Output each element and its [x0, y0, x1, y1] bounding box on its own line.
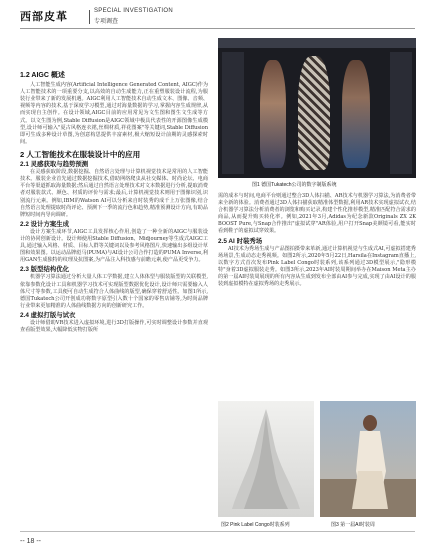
figure-3-caption: 图3 第一届AI时装周 — [331, 522, 375, 528]
subsection-heading-2-2: 2.2 设计方案生成 — [20, 220, 70, 228]
page-number: -- 18 -- — [20, 538, 41, 545]
paragraph: 机器学习算法通过分析大量人体工学数据,建立人体体型与服装版型的关联模型,依靠参数化设计工具和机器学习技术可实现版型数据优化设计,设计师只需要输入人体尺寸等参数,工具便可自动生成符合人体曲线的版型,确保穿着舒适性。如图1所示,德国Tukatech公司开创成功将数字原型引入数十个国家的零售店铺等,为时尚品牌行业带来更加精准的人体曲线数据方向的创新研究工作。 — [20, 274, 208, 309]
header-divider — [89, 10, 90, 24]
software-right-panel — [390, 52, 412, 174]
subsection-heading-2-3: 2.3 版型结构优化 — [20, 266, 70, 274]
floating-dress-graphic — [218, 401, 314, 517]
footer-rule — [20, 531, 415, 532]
avatar-figure-center — [298, 56, 330, 170]
page-header — [20, 6, 415, 28]
paragraph: 需的成本与时间,电商平台则通过整合3D人体扫描、AR技术与机器学习算法,为消费者带来全新的体验。消费者通过3D人体扫描获取精准体型数据,利用AR技术实现虚拟试衣,结合机器学习算法分析消费者的浏览和购买记录,构建个性化推荐模型,精准匹配符合需求的商品,从而提升购买转化率。例如,2021年3月,Adidas为纪念新款Originals ZX 2K BOOST Pure,与Snap合作推出"虚拟试穿"AR体验,用户打开Snap美颜镜可看,能实时看到鞋子的虚拟试穿效果。 — [218, 193, 416, 235]
figure-1-image — [218, 38, 416, 178]
runway-model-graphic — [320, 401, 416, 517]
magazine-logo: 西部皮革 — [20, 10, 68, 23]
section-name-en: SPECIAL INVESTIGATION — [94, 8, 173, 14]
subsection-heading-2-4: 2.4 虚拟打版与试衣 — [20, 311, 76, 319]
software-menu-bar — [218, 38, 416, 48]
figure-2-caption: 图2 Pink Label Congo时装系列 — [221, 522, 290, 528]
paragraph: 在灵感获取阶段,数据挖掘、自然语言处理与计算机视觉技术是常用的人工智能技术。服装企业首先通过数据挖掘技术,借助网络爬虫从社交媒体、时尚论坛、电商平台等渠道抓取海量数据;然后通过自然语言处理技术对文本数据进行分析,提取消费者对服装款式、颜色、材质的评价与需求;最后,计算机视觉技术则用于图像识别,识别流行元素。例如,IBM的Watson AI可以分析来自时装秀的成千上万张图像,结合自然语言处理提取时尚评论、预测下一季的流行色和趋势,精准预测设计方向,有助品牌短时间内导向调研。 — [20, 169, 208, 218]
figure-1-caption: 图1 德国Tukatech公司的数字制版系统 — [252, 182, 337, 188]
subsection-heading-2-5: 2.5 AI 时装秀场 — [218, 237, 263, 245]
software-left-panel — [222, 52, 244, 174]
subsection-heading-2-1: 2.1 灵感获取与趋势预测 — [20, 161, 89, 169]
figure-3-image — [320, 401, 416, 517]
right-column — [218, 193, 416, 399]
section-name-cn: 专项调查 — [94, 19, 119, 25]
paragraph: 人工智能生成内容(Artificial Intelligence Generated Content, AIGC)作为人工智能技术的一项重要分支,以高效的自动生成能力,正在重塑服装设计流程,为服装行业带来了新的发展机遇。AIGC利用人工智能技术自动生成文本、图像、音频、视频等内容的技术,基于深度学习模型,通过对海量数据的学习,掌握内容生成规律,从而实现自主创作。在设计领域,AIGC目前的应用常见为文生图和图生文生成等方式。以文生图为例,Stable Diffusion是AIGC领域中极具代表性的开源图像生成模型,设计师可输入"夏古风格连衣裙,丝绸材质,祥花图案"等关键词,Stable Diffusion即可生成多种设计草图,为创意构思提供丰富素材,极大缩短设计前期的灵感探索时间。 — [20, 82, 208, 145]
paragraph: 设计方案生成环节,AIGC工具发挥核心作用,创造了一种全新的AIGC与服装设计的协同创新设计。设计师使用Stable Diffusion、Midjourney等生成式AIGC工具,通过输入风格、材质、目标人群等关键词以及参考风格图片,快速输出多组设计草图和效果图。以运动品牌彪马(PUMA)与AI设计公司合作打造的PUMA Inverse,利用GAN生成独特的纹理及抗图案,为产品注入科技感与前瞻元素,使产品更受争力。 — [20, 228, 208, 264]
left-column — [20, 72, 208, 528]
header-rule — [20, 28, 415, 29]
section-heading-1-2: 1.2 AIGC 概述 — [20, 72, 65, 79]
figure-2-image — [218, 401, 314, 517]
paragraph: AI技术为秀场生成与产品图拍摄带来革新,通过计算机视觉与生成式AI,可虚拟搭建秀场场景,生成动态走秀视频。如图2所示,2020年5月22日,Harsila在Instagram直播上,以数字方式首次发布Pink Label Congo时装系列,该系列通过3D模型展示,"隐形模特"身着3D虚拟服装走秀。如图3所示,2023年AI时装周期间举办在Maison Meta主办的第一届AI时装周展现的所有内容从生成到发布全部由AI参与完成,实现了由AI设计的服装到虚拟模特在虚拟秀场的走秀展示。 — [218, 245, 416, 288]
avatar-figure-right — [342, 60, 370, 168]
section-heading-2: 2 人工智能技术在服装设计中的应用 — [20, 149, 141, 159]
paragraph: 设计师借助VR技术进入虚拟环境,进行3D打版操作,可实时调整设计参数并直观查看版型效果,大幅降低实物打版所 — [20, 320, 208, 334]
avatar-figure-left — [260, 60, 286, 168]
